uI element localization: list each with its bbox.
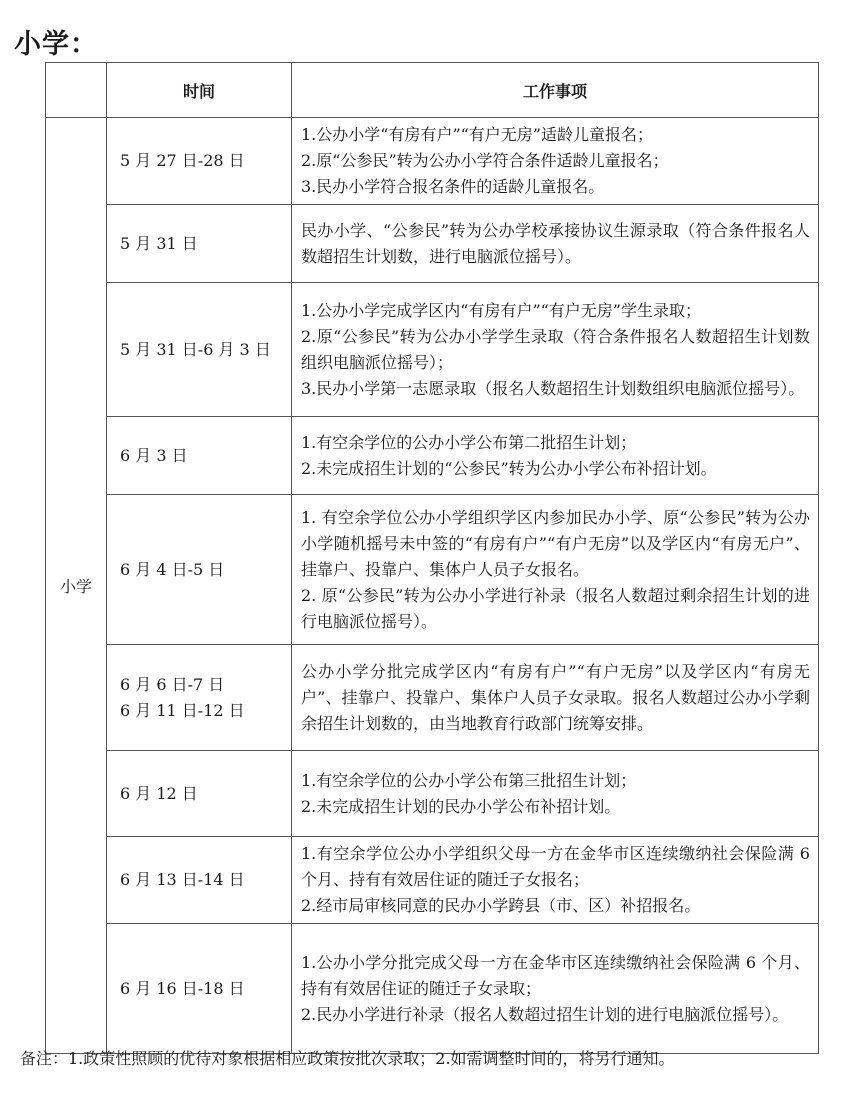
time-cell — [107, 837, 292, 924]
time-line: 6 月 4 日-5 日 — [120, 559, 225, 579]
items-cell — [292, 417, 819, 495]
item-line: 2.原“公参民”转为公办小学符合条件适龄儿童报名； — [301, 151, 669, 170]
table-row — [46, 495, 819, 645]
item-line: 公办小学分批完成学区内“有房有户”“有户无房”以及学区内“有房无户”、挂靠户、投靠户、集体户人员子女录取。报名人数超过公办小学剩余招生计划数的，由当地教育行政部门统筹安排。 — [301, 661, 810, 733]
time-cell — [107, 645, 292, 751]
item-line: 1.有空余学位公办小学组织父母一方在金华市区连续缴纳社会保险满 6 个月、持有有效居住证的随迁子女报名； — [301, 844, 810, 889]
time-line: 5 月 31 日-6 月 3 日 — [120, 339, 271, 359]
item-line: 1.公办小学分批完成父母一方在金华市区连续缴纳社会保险满 6 个月、持有有效居住证的随迁子女录取； — [301, 952, 810, 998]
table-row — [46, 924, 819, 1054]
enrollment-schedule-table — [45, 62, 819, 1054]
time-cell — [107, 495, 292, 645]
time-cell — [107, 283, 292, 417]
items-cell — [292, 837, 819, 924]
table-row — [46, 751, 819, 837]
items-cell — [292, 751, 819, 837]
table-row — [46, 417, 819, 495]
time-cell — [107, 118, 292, 205]
stage-cell: 小学 — [46, 118, 107, 1054]
time-line: 5 月 27 日-28 日 — [120, 151, 245, 170]
header-items: 工作事项 — [292, 63, 819, 118]
time-line: 6 月 6 日-7 日 — [120, 674, 225, 694]
items-cell — [292, 645, 819, 751]
item-line: 3.民办小学符合报名条件的适龄儿童报名。 — [301, 177, 605, 196]
item-line: 2. 原“公参民”转为公办小学进行补录（报名人数超过剩余招生计划的进行电脑派位摇号）。 — [301, 585, 810, 631]
time-cell — [107, 205, 292, 283]
time-cell — [107, 751, 292, 837]
item-line: 民办小学、“公参民”转为公办学校承接协议生源录取（符合条件报名人数超招生计划数，进行电脑派位摇号）。 — [301, 220, 810, 266]
time-line: 6 月 12 日 — [120, 783, 198, 803]
items-cell — [292, 283, 819, 417]
table-row — [46, 118, 819, 205]
item-line: 2.未完成招生计划的“公参民”转为公办小学公布补招计划。 — [301, 458, 717, 478]
time-cell — [107, 924, 292, 1054]
item-line: 1.有空余学位的公办小学公布第三批招生计划； — [301, 770, 637, 790]
item-line: 1.公办小学“有房有户”“有户无房”适龄儿童报名； — [301, 125, 653, 144]
item-line: 2.原“公参民”转为公办小学学生录取（符合条件报名人数超招生计划数组织电脑派位摇号）； — [301, 326, 810, 372]
item-line: 3.民办小学第一志愿录取（报名人数超招生计划数组织电脑派位摇号）。 — [301, 378, 805, 398]
table-row — [46, 205, 819, 283]
table-row — [46, 283, 819, 417]
header-stage — [46, 63, 107, 118]
footnote: 备注：1.政策性照顾的优待对象根据相应政策按批次录取；2.如需调整时间的，将另行通知。 — [20, 1049, 675, 1068]
item-line: 1. 有空余学位公办小学组织学区内参加民办小学、原“公参民”转为公办小学随机摇号未中签的“有房有户”“有户无房”以及学区内“有房无户”、挂靠户、投靠户、集体户人员子女报名。 — [301, 507, 810, 579]
time-cell — [107, 417, 292, 495]
time-line: 6 月 11 日-12 日 — [120, 700, 245, 720]
time-line: 5 月 31 日 — [120, 233, 198, 253]
time-line: 6 月 13 日-14 日 — [120, 870, 245, 889]
item-line: 2.经市局审核同意的民办小学跨县（市、区）补招报名。 — [301, 896, 701, 915]
item-line: 2.民办小学进行补录（报名人数超过招生计划的进行电脑派位摇号）。 — [301, 1004, 789, 1024]
items-cell — [292, 118, 819, 205]
time-line: 6 月 16 日-18 日 — [120, 978, 245, 998]
table-row — [46, 645, 819, 751]
items-cell — [292, 495, 819, 645]
table-row — [46, 837, 819, 924]
item-line: 2.未完成招生计划的民办小学公布补招计划。 — [301, 796, 621, 816]
item-line: 1.公办小学完成学区内“有房有户”“有户无房”学生录取； — [301, 300, 701, 320]
time-line: 6 月 3 日 — [120, 445, 188, 465]
items-cell — [292, 924, 819, 1054]
table-header-row — [46, 63, 819, 118]
items-cell — [292, 205, 819, 283]
item-line: 1.有空余学位的公办小学公布第二批招生计划； — [301, 432, 637, 452]
page-title: 小学： — [14, 29, 98, 60]
header-time: 时间 — [107, 63, 292, 118]
